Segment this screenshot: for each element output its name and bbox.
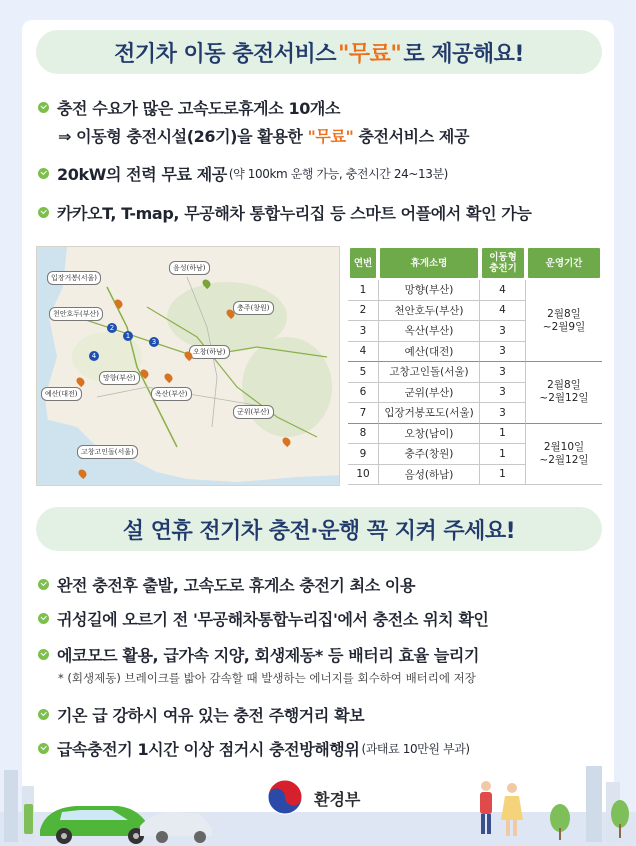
tip-subtext: (과태료 10만원 부과): [361, 742, 470, 756]
cell-no: 2: [348, 301, 378, 322]
tip-line-4: [38, 703, 364, 726]
cell-no: 1: [348, 280, 378, 301]
cell-count: 4: [480, 280, 526, 301]
cell-count: 3: [480, 383, 526, 404]
cell-name: 충주(창원): [378, 444, 480, 465]
bullet-line-1: [38, 96, 340, 119]
bullet-text: 20kW의 전력 무료 제공: [57, 165, 227, 184]
table-row: [348, 424, 602, 445]
cell-name: 군위(부산): [378, 383, 480, 404]
taegeuk-logo-icon: [266, 778, 304, 816]
map-number-marker: 4: [89, 351, 99, 361]
cell-name: 예산(대전): [378, 342, 480, 363]
cell-count: 3: [480, 362, 526, 383]
tip-text: 완전 충전후 출발, 고속도로 휴게소 충전기 최소 이용: [57, 576, 416, 595]
banner-title-highlight: "무료": [337, 41, 402, 67]
cell-period: 2월8일 ~2월12일: [526, 362, 602, 424]
check-icon: [38, 709, 49, 720]
cell-no: 6: [348, 383, 378, 404]
tip-text: 급속충전기 1시간 이상 점거시 충전방해행위: [57, 740, 360, 759]
check-icon: [38, 743, 49, 754]
banner-title-pre: 전기차 이동 충전서비스: [114, 41, 336, 67]
bullet-line-3: [38, 201, 531, 224]
map-label-oksan: 옥산(부산): [151, 387, 192, 401]
header-name: 휴게소명: [378, 246, 480, 280]
cell-name: 천안호두(부산): [378, 301, 480, 322]
bullet-line-1b: [58, 124, 469, 147]
table-row: [348, 362, 602, 383]
tip-line-3: [38, 643, 479, 666]
cell-no: 4: [348, 342, 378, 363]
ministry-name: 환경부: [314, 790, 361, 809]
cell-count: 3: [480, 342, 526, 363]
header-count: 이동형 충전기: [480, 246, 526, 280]
cell-name: 오창(남이): [378, 424, 480, 445]
cell-no: 7: [348, 403, 378, 424]
cell-count: 3: [480, 403, 526, 424]
cell-count: 1: [480, 444, 526, 465]
cell-period: 2월10일 ~2월12일: [526, 424, 602, 486]
map-label-ipjang: 입장거봉(서울): [47, 271, 101, 285]
bullet-text: ⇒ 이동형 충전시설(26기)을 활용한: [58, 127, 303, 146]
banner-title: 설 연휴 전기차 충전·운행 꼭 지켜 주세요!: [122, 518, 516, 544]
banner-title-post: 로 제공해요!: [403, 41, 524, 67]
cell-count: 1: [480, 424, 526, 445]
cell-count: 3: [480, 321, 526, 342]
cell-no: 10: [348, 465, 378, 486]
map-label-eumseong: 음성(하남): [169, 261, 210, 275]
cell-no: 5: [348, 362, 378, 383]
map-label-yesan: 예산(대전): [41, 387, 82, 401]
map-number-marker: 3: [149, 337, 159, 347]
regen-braking-note: * (회생제동) 브레이크를 밟아 감속할 때 발생하는 에너지를 회수하여 배터리에 저장: [58, 671, 476, 685]
bullet-text: 충전 수요가 많은 고속도로휴게소 10개소: [57, 99, 341, 118]
check-icon: [38, 613, 49, 624]
cell-count: 1: [480, 465, 526, 486]
check-icon: [38, 207, 49, 218]
map-number-marker: 2: [107, 323, 117, 333]
check-icon: [38, 102, 49, 113]
cell-count: 4: [480, 301, 526, 322]
bullet-subtext: (약 100km 운행 가능, 충전시간 24~13분): [228, 167, 448, 181]
map-number-marker: 1: [123, 331, 133, 341]
free-service-banner: [36, 30, 602, 74]
check-icon: [38, 649, 49, 660]
header-period: 운영기간: [526, 246, 602, 280]
tip-line-1: [38, 573, 415, 596]
map-label-ochang: 오창(하남): [189, 345, 230, 359]
map-label-gochang: 고창고인돌(서울): [77, 445, 138, 459]
table-row: [348, 280, 602, 301]
charging-location-map: [36, 246, 340, 486]
cell-no: 3: [348, 321, 378, 342]
header-no: 연번: [348, 246, 378, 280]
tip-line-2: [38, 607, 488, 630]
bullet-line-2: [38, 162, 448, 185]
tip-text: 기온 급 강하시 여유 있는 충전 주행거리 확보: [57, 706, 365, 725]
tip-text: 귀성길에 오르기 전 '무공해차통합누리집'에서 충전소 위치 확인: [57, 610, 489, 629]
map-label-chungju: 충주(창원): [233, 301, 274, 315]
bullet-text: 카카오T, T-map, 무공해차 통합누리집 등 스마트 어플에서 확인 가능: [57, 204, 532, 223]
bullet-text: 충전서비스 제공: [358, 127, 470, 146]
table-header-row: [348, 246, 602, 280]
holiday-tips-banner: [36, 507, 602, 551]
cell-name: 망향(부산): [378, 280, 480, 301]
cell-period: 2월8일 ~2월9일: [526, 280, 602, 362]
free-highlight: "무료": [307, 127, 354, 146]
tip-text: 에코모드 활용, 급가속 지양, 회생제동* 등 배터리 효율 늘리기: [57, 646, 480, 665]
cell-name: 음성(하남): [378, 465, 480, 486]
cell-no: 8: [348, 424, 378, 445]
check-icon: [38, 168, 49, 179]
map-label-manghyang: 망향(부산): [99, 371, 140, 385]
cell-name: 옥산(부산): [378, 321, 480, 342]
cell-no: 9: [348, 444, 378, 465]
rest-area-table: [348, 246, 602, 485]
check-icon: [38, 579, 49, 590]
map-label-cheonan: 천안호두(부산): [49, 307, 103, 321]
map-label-gunwi: 군위(부산): [233, 405, 274, 419]
cell-name: 입장거봉포도(서울): [378, 403, 480, 424]
cell-name: 고창고인돌(서울): [378, 362, 480, 383]
